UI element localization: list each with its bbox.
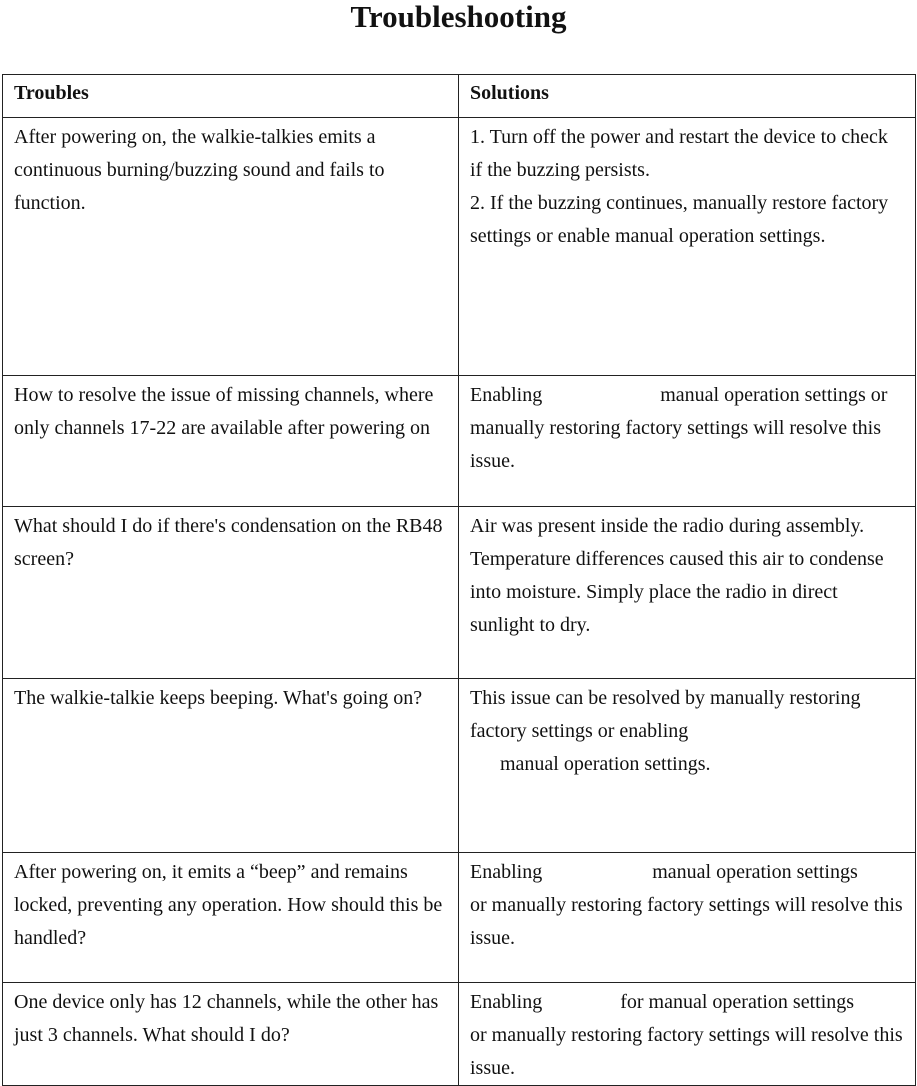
table-row [3,376,916,507]
table-row [3,507,916,679]
solution-cell [459,853,916,983]
solution-text-part: This issue can be resolved by manually restoring factory settings or enabling [470,687,861,742]
solution-cell [459,679,916,853]
table-header-row [3,75,916,118]
solution-step: 1. Turn off the power and restart the device to check if the buzzing persists. [470,126,888,181]
trouble-cell: How to resolve the issue of missing channels, where only channels 17-22 are available after powering on [3,376,459,507]
trouble-cell: After powering on, the walkie-talkies emits a continuous burning/buzzing sound and fails to function. [3,118,459,376]
table-row [3,118,916,376]
solution-cell [459,376,916,507]
solution-text-part: or manually restoring factory settings will resolve this issue. [470,894,903,949]
table-row [3,853,916,983]
solution-text-part: for manual operation settings [620,991,855,1013]
trouble-cell: What should I do if there's condensation on the RB48 screen? [3,507,459,679]
header-troubles: Troubles [3,75,459,118]
solution-text-part: Enabling [470,991,543,1013]
solution-text-part: manual operation settings or manually restoring factory settings will resolve this issue. [470,384,888,472]
solution-text-part: Enabling [470,384,543,406]
troubleshooting-table [2,74,916,1086]
trouble-cell: One device only has 12 channels, while the other has just 3 channels. What should I do? [3,983,459,1086]
trouble-cell: The walkie-talkie keeps beeping. What's going on? [3,679,459,853]
solution-step: 2. If the buzzing continues, manually restore factory settings or enable manual operation settings. [470,192,889,247]
solution-cell [459,118,916,376]
solution-text-part: or manually restoring factory settings will resolve this issue. [470,1024,903,1079]
solution-cell [459,983,916,1086]
solution-text-part: manual operation settings [652,861,858,883]
solution-cell: Air was present inside the radio during assembly. Temperature differences caused this air to condense into moisture. Simply place the radio in direct sunlight to dry. [459,507,916,679]
header-solutions: Solutions [459,75,916,118]
page-title: Troubleshooting [350,0,567,34]
table-row [3,679,916,853]
table-row [3,983,916,1086]
solution-text-part: Enabling [470,861,543,883]
solution-text-part: manual operation settings. [500,753,711,775]
trouble-cell: After powering on, it emits a “beep” and remains locked, preventing any operation. How should this be handled? [3,853,459,983]
